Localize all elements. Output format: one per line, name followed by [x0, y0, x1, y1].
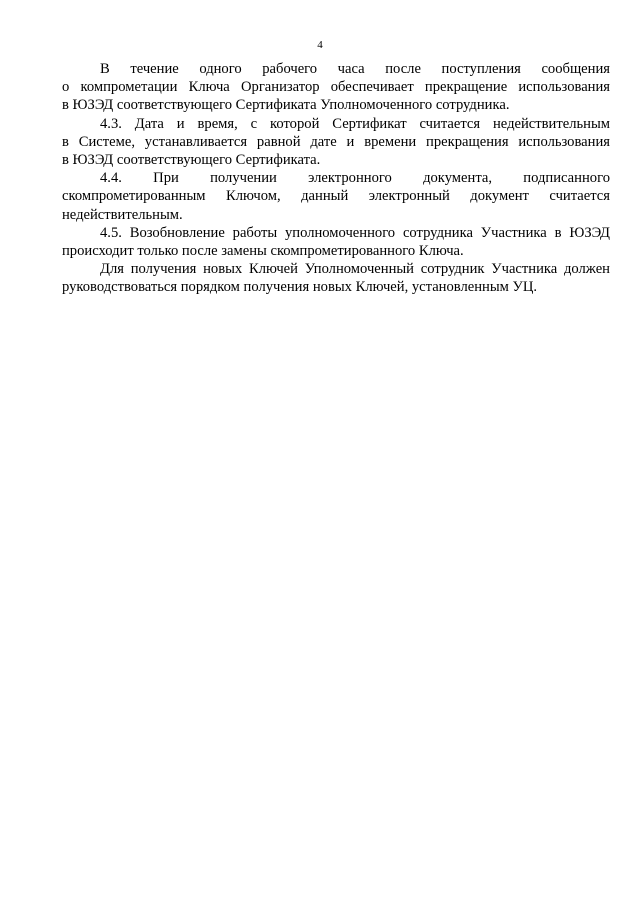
paragraph-4-2-line-3: в ЮЗЭД соответствующего Сертификата Уполномоченного сотрудника.: [62, 97, 510, 114]
paragraph-4-4-line-2: скомпрометированным Ключом, данный электронный документ считается: [62, 188, 610, 205]
paragraph-4-5-line-1: 4.5. Возобновление работы уполномоченного сотрудника Участника в ЮЗЭД: [100, 224, 610, 241]
paragraph-4-3-line-3: в ЮЗЭД соответствующего Сертификата.: [62, 151, 321, 168]
paragraph-4-4-line-3: недействительным.: [62, 206, 183, 223]
document-body: [62, 60, 610, 296]
paragraph-4-3-line-1: 4.3. Дата и время, с которой Сертификат считается недействительным: [100, 115, 610, 132]
paragraph-new-keys-line-1: Для получения новых Ключей Уполномоченный сотрудник Участника должен: [100, 261, 610, 278]
page-number: 4: [317, 39, 323, 51]
paragraph-4-2-line-1: В течение одного рабочего часа после поступления сообщения: [100, 61, 610, 77]
paragraph-new-keys-line-2: руководствоваться порядком получения новых Ключей, установленным УЦ.: [62, 279, 538, 296]
paragraph-4-5-line-2: происходит только после замены скомпрометированного Ключа.: [62, 242, 464, 259]
paragraph-4-2-line-2: о компрометации Ключа Организатор обеспечивает прекращение использования: [62, 79, 610, 96]
paragraph-4-4-line-1: 4.4. При получении электронного документа, подписанного: [100, 170, 610, 187]
paragraph-4-3-line-2: в Системе, устанавливается равной дате и времени прекращения использования: [62, 133, 610, 150]
